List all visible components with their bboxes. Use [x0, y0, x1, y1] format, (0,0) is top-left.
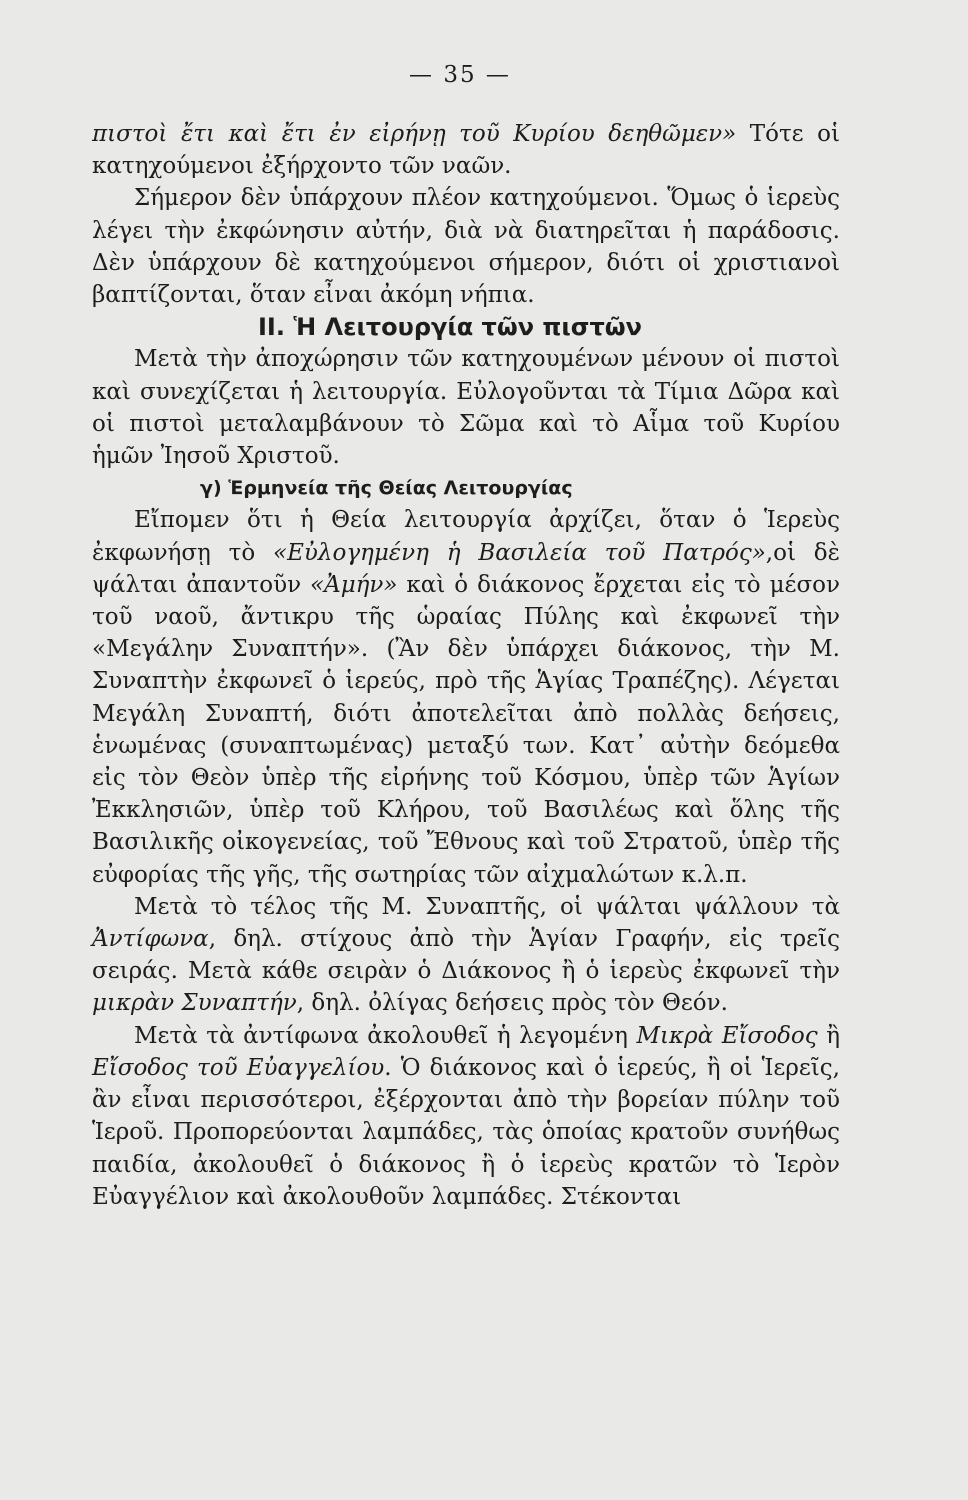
italic-term: Μικρὰ Εἴσοδος — [636, 1022, 818, 1049]
page-number: — 35 — — [409, 62, 511, 88]
subsection-heading: γ) Ἑρμηνεία τῆς Θείας Λειτουργίας — [200, 477, 573, 500]
paragraph: πιστοὶ ἔτι καὶ ἔτι ἐν εἰρήνῃ τοῦ Κυρίου δεηθῶμεν» Τότε οἱ κατηχούμενοι ἐξήρχοντο τῶν ναῶν. — [92, 121, 840, 180]
body-text — [92, 118, 840, 1213]
italic-quote: πιστοὶ ἔτι καὶ ἔτι ἐν εἰρήνῃ τοῦ Κυρίου δεηθῶμεν» — [92, 121, 737, 147]
italic-term: Εἴσοδος τοῦ Εὐαγγελίου — [92, 1054, 385, 1081]
paragraph: Μετὰ τὰ ἀντίφωνα ἀκολουθεῖ ἡ λεγομένη Μικρὰ Εἴσοδος ἢ Εἴσοδος τοῦ Εὐαγγελίου. Ὁ διάκονος καὶ ὁ ἱερεύς, ἢ οἱ Ἱερεῖς, ἂν εἶναι περισσότεροι, ἐξέρχονται ἀπὸ τὴν βορείαν πύλην τοῦ Ἱεροῦ. Προπορεύονται λαμπάδες, τὰς ὁποίας κρατοῦν συνήθως παιδία, ἀκολουθεῖ ὁ διάκονος ἢ ὁ ἱερεὺς κρατῶν τὸ Ἱερὸν Εὐαγγέλιον καὶ ἀκολουθοῦν λαμπάδες. Στέκονται — [92, 1022, 841, 1210]
paragraph: Μετὰ τὸ τέλος τῆς Μ. Συναπτῆς, οἱ ψάλται ψάλλουν τὰ Ἀντίφωνα, δηλ. στίχους ἀπὸ τὴν Ἁγίαν Γραφήν, εἰς τρεῖς σειράς. Μετὰ κάθε σειρὰν ὁ Διάκονος ἢ ὁ ἱερεὺς ἐκφωνεῖ τὴν μικρὰν Συναπτήν, δηλ. ὀλίγας δεήσεις πρὸς τὸν Θεόν. — [92, 893, 840, 1017]
paragraph: Εἴπομεν ὅτι ἡ Θεία λειτουργία ἀρχίζει, ὅταν ὁ Ἱερεὺς ἐκφωνήσῃ τὸ «Εὐλογημένη ἡ Βασιλεία τοῦ Πατρός»,οἱ δὲ ψάλται ἀπαντοῦν «Ἀμήν» καὶ ὁ διάκονος ἔρχεται εἰς τὸ μέσον τοῦ ναοῦ, ἄντικρυ τῆς ὡραίας Πύλης καὶ ἐκφωνεῖ τὴν «Μεγάλην Συναπτήν». (Ἂν δὲν ὑπάρχει διάκονος, τὴν Μ. Συναπτὴν ἐκφωνεῖ ὁ ἱερεύς, πρὸ τῆς Ἁγίας Τραπέζης). Λέγεται Μεγάλη Συναπτή, διότι ἀποτελεῖται ἀπὸ πολλὰς δεήσεις, ἑνωμένας (συναπτωμένας) μεταξύ των. Κατ᾽ αὐτὴν δεόμεθα εἰς τὸν Θεὸν ὑπὲρ τῆς εἰρήνης τοῦ Κόσμου, ὑπὲρ τῶν Ἁγίων Ἐκκλησιῶν, ὑπὲρ τοῦ Κλήρου, τοῦ Βασιλέως καὶ ὅλης τῆς Βασιλικῆς οἰκογενείας, τοῦ Ἔθνους καὶ τοῦ Στρατοῦ, ὑπὲρ τῆς εὐφορίας τῆς γῆς, τῆς σωτηρίας τῶν αἰχμαλώτων κ.λ.π. — [92, 507, 840, 888]
italic-term: μικρὰν Συναπτήν — [92, 990, 297, 1017]
italic-quote: «Εὐλογημένη ἡ Βασιλεία τοῦ Πατρός» — [273, 539, 766, 566]
paragraph: Μετὰ τὴν ἀποχώρησιν τῶν κατηχουμένων μένουν οἱ πιστοὶ καὶ συνεχίζεται ἡ λειτουργία. Εὐλογοῦνται τὰ Τίμια Δῶρα καὶ οἱ πιστοὶ μεταλαμβάνουν τὸ Σῶμα καὶ τὸ Αἷμα τοῦ Κυρίου ἡμῶν Ἰησοῦ Χριστοῦ. — [92, 346, 840, 470]
section-heading: ΙΙ. Ἡ Λειτουργία τῶν πιστῶν — [258, 313, 642, 342]
paragraph: Σήμερον δὲν ὑπάρχουν πλέον κατηχούμενοι. Ὅμως ὁ ἱερεὺς λέγει τὴν ἐκφώνησιν αὐτήν, διὰ νὰ διατηρεῖται ἡ παράδοσις. Δὲν ὑπάρχουν δὲ κατηχούμενοι σήμερον, διότι οἱ χριστιανοὶ βαπτίζονται, ὅταν εἶναι ἀκόμη νήπια. — [92, 185, 840, 309]
italic-term: Ἀντίφωνα — [92, 926, 209, 953]
italic-quote: «Ἀμήν» — [310, 571, 398, 598]
